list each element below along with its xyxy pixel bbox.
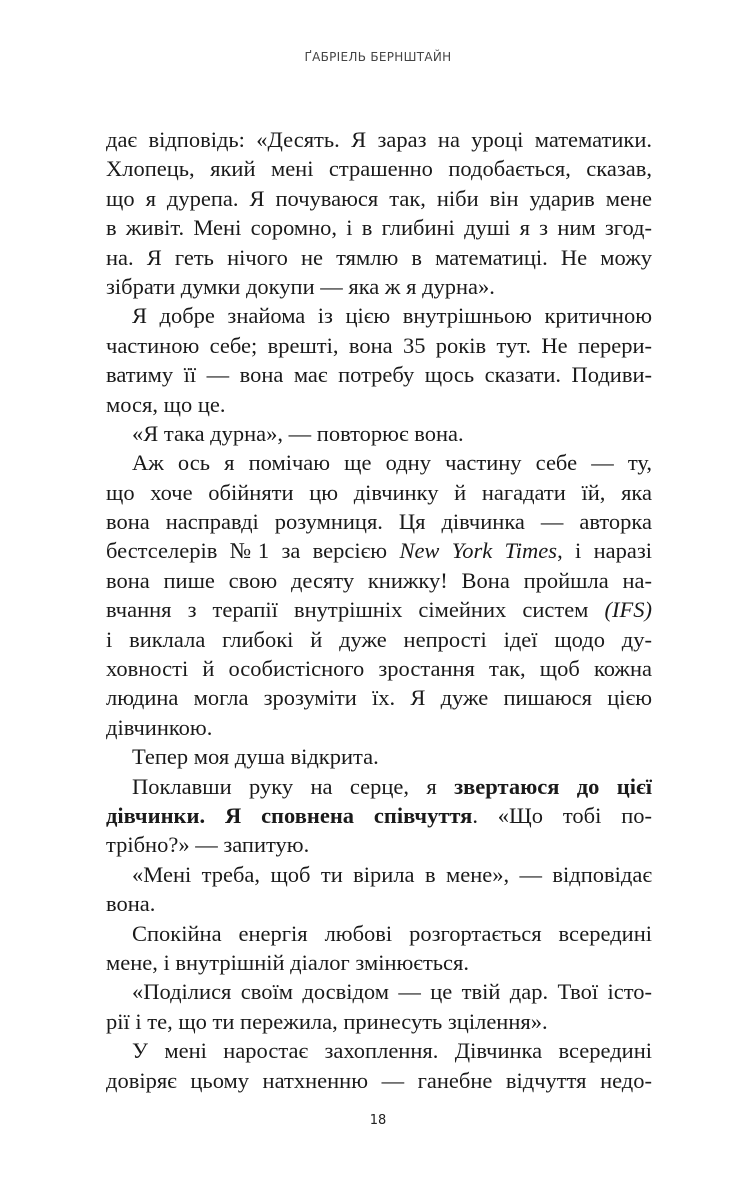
body-text <box>106 125 652 1095</box>
italic-text: (IFS) <box>604 597 652 623</box>
text-run: . «Що тобі по- <box>472 802 652 828</box>
text-line <box>106 713 652 742</box>
text-run: зібрати думки докупи — яка ж я дурна». <box>106 273 495 299</box>
text-line <box>106 801 652 830</box>
page-number: 18 <box>369 1113 387 1128</box>
text-line <box>106 830 652 859</box>
text-run: частиною себе; врешті, вона 35 років тут. Не перери- <box>106 332 652 358</box>
text-run: вона. <box>106 891 156 917</box>
text-line <box>106 507 652 536</box>
text-run: У мені наростає захоплення. Дівчинка всередині <box>132 1038 652 1064</box>
text-run: ватиму її — вона має потребу щось сказати. Подиви- <box>106 362 652 388</box>
text-line <box>106 772 652 801</box>
text-line <box>106 1066 652 1095</box>
text-line <box>106 390 652 419</box>
italic-text: New York Times <box>399 538 558 564</box>
text-line <box>106 889 652 918</box>
text-line <box>106 948 652 977</box>
text-line <box>106 625 652 654</box>
bold-text: звертаюся до цієї <box>454 773 652 799</box>
text-line <box>106 272 652 301</box>
text-line <box>106 243 652 272</box>
text-run: на. Я геть нічого не тямлю в математиці. Не можу <box>106 244 652 270</box>
text-run: мося, що це. <box>106 391 226 417</box>
text-line <box>106 536 652 565</box>
text-run: Аж ось я помічаю ще одну частину себе — ту, <box>132 450 652 476</box>
text-run: дає відповідь: «Десять. Я зараз на уроці математики. <box>106 127 652 152</box>
text-line <box>106 919 652 948</box>
text-run: «Мені треба, щоб ти вірила в мене», — відповідає <box>132 861 652 887</box>
text-line <box>106 478 652 507</box>
text-run: «Поділися своїм досвідом — це твій дар. Твої істо- <box>132 979 652 1005</box>
text-run: «Я така дурна», — повторює вона. <box>132 420 464 446</box>
text-run: що хоче обійняти цю дівчинку й нагадати їй, яка <box>106 479 652 505</box>
text-run: Хлопець, який мені страшенно подобається, сказав, <box>106 156 652 182</box>
text-run: довіряє цьому натхненню — ганебне відчуття недо- <box>106 1067 652 1093</box>
text-run: Поклавши руку на серце, я <box>132 773 455 799</box>
text-line <box>106 683 652 712</box>
text-run: трібно?» — запитую. <box>106 832 310 858</box>
text-run: Тепер моя душа відкрита. <box>132 744 379 770</box>
text-run: вона насправді розумниця. Ця дівчинка — авторка <box>106 509 652 535</box>
bold-text: дівчинки. Я сповнена співчуття <box>106 802 473 828</box>
text-line <box>106 419 652 448</box>
text-run: в живіт. Мені соромно, і в глибині душі я з ним згод- <box>106 215 652 241</box>
text-line <box>106 654 652 683</box>
text-run: Спокійна енергія любові розгортається всередині <box>132 920 652 946</box>
text-run: що я дурепа. Я почуваюся так, ніби він ударив мене <box>106 185 652 211</box>
text-line <box>106 448 652 477</box>
text-line <box>106 184 652 213</box>
text-line <box>106 860 652 889</box>
text-line <box>106 566 652 595</box>
text-run: вона пише свою десяту книжку! Вона пройшла на- <box>106 567 652 593</box>
text-run: , і наразі <box>557 538 652 564</box>
running-head: ҐАБРІЕЛЬ БЕРНШТАЙН <box>304 50 452 64</box>
text-run: бестселерів №1 за версією <box>106 538 400 564</box>
text-run: рії і те, що ти пережила, принесуть зцілення». <box>106 1008 548 1034</box>
text-run: ховності й особистісного зростання так, щоб кожна <box>106 656 652 682</box>
text-line <box>106 1007 652 1036</box>
text-run: вчання з терапії внутрішніх сімейних систем <box>106 597 605 623</box>
text-line <box>106 1036 652 1065</box>
text-line <box>106 595 652 624</box>
text-line <box>106 742 652 771</box>
text-run: мене, і внутрішній діалог змінюється. <box>106 949 470 975</box>
text-line <box>106 301 652 330</box>
text-line <box>106 977 652 1006</box>
text-run: людина могла зрозуміти їх. Я дуже пишаюся цією <box>106 685 652 711</box>
text-line <box>106 154 652 183</box>
text-line <box>106 125 652 154</box>
text-run: Я добре знайома із цією внутрішньою критичною <box>132 303 652 329</box>
text-run: і виклала глибокі й дуже непрості ідеї щодо ду- <box>106 626 652 652</box>
text-run: дівчинкою. <box>106 714 213 740</box>
text-line <box>106 360 652 389</box>
text-line <box>106 213 652 242</box>
text-line <box>106 331 652 360</box>
